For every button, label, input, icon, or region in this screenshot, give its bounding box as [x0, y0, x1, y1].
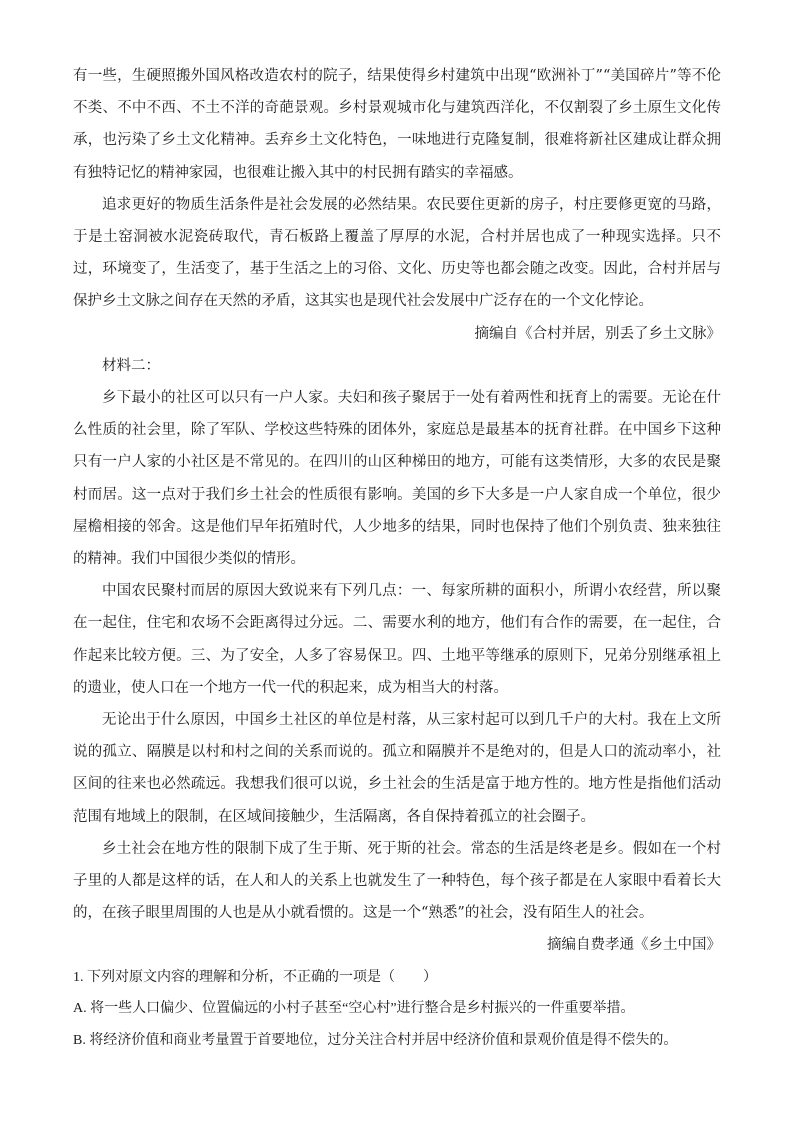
material2-source: 摘编自费孝通《乡土中国》: [547, 937, 721, 954]
material2-paragraph-2: 中国农民聚村而居的原因大致说来有下列几点：一、每家所耕的面积小，所谓小农经营，所以聚在一起住，住宅和农场不会距离得过分远。二、需要水利的地方，他们有合作的需要，在一起住，合作起来比较方便。三、为了安全，人多了容易保卫。四、土地平等继承的原则下，兄弟分别继承祖上的遗业，使人口在一个地方一代一代的积起来，成为相当大的村落。: [73, 583, 721, 696]
material1-source: 摘编自《合村并居，别丢了乡土文脉》: [474, 325, 721, 342]
material2-paragraph-3: 无论出于什么原因，中国乡土社区的单位是村落，从三家村起可以到几千户的大村。我在上文所说的孤立、隔膜是以村和村之间的关系而说的。孤立和隔膜并不是绝对的，但是人口的流动率小，社区间的往来也必然疏远。我想我们很可以说，乡土社会的生活是富于地方性的。地方性是指他们活动范围有地域上的限制，在区域间接触少，生活隔离，各自保持着孤立的社会圈子。: [73, 712, 721, 825]
material2-heading: 材料二：: [102, 357, 160, 374]
question-1-option-b: B. 将经济价值和商业考量置于首要地位，过分关注合村并居中经济价值和景观价值是得不偿失的。: [73, 1032, 678, 1048]
question-1-stem: 1. 下列对原文内容的理解和分析，不正确的一项是（ ）: [73, 969, 437, 985]
material1-paragraph-1: 有一些，生硬照搬外国风格改造农村的院子，结果使得乡村建筑中出现“欧洲补丁”“美国碎片”等不伦不类、不中不西、不土不洋的奇葩景观。乡村景观城市化与建筑西洋化，不仅割裂了乡土原生文化传承，也污染了乡土文化精神。丢弃乡土文化特色，一味地进行克隆复制，很难将新社区建成让群众拥有独特记忆的精神家园，也很难让搬入其中的村民拥有踏实的幸福感。: [73, 68, 721, 181]
material2-paragraph-1: 乡下最小的社区可以只有一户人家。夫妇和孩子聚居于一处有着两性和抚育上的需要。无论在什么性质的社会里，除了军队、学校这些特殊的团体外，家庭总是最基本的抚育社群。在中国乡下这种只有一户人家的小社区是不常见的。在四川的山区种梯田的地方，可能有这类情形，大多的农民是聚村而居。这一点对于我们乡土社会的性质很有影响。美国的乡下大多是一户人家自成一个单位，很少屋檐相接的邻舍。这是他们早年拓殖时代，人少地多的结果，同时也保持了他们个别负责、独来独往的精神。我们中国很少类似的情形。: [73, 390, 721, 568]
material1-paragraph-2: 追求更好的物质生活条件是社会发展的必然结果。农民要住更新的房子，村庄要修更宽的马路，于是土窑洞被水泥瓷砖取代，青石板路上覆盖了厚厚的水泥，合村并居也成了一种现实选择。只不过，环境变了，生活变了，基于生活之上的习俗、文化、历史等也都会随之改变。因此，合村并居与保护乡土文脉之间存在天然的矛盾，这其实也是现代社会发展中广泛存在的一个文化悖论。: [73, 196, 721, 310]
question-1-option-a: A. 将一些人口偏少、位置偏远的小村子甚至“空心村”进行整合是乡村振兴的一件重要举措。: [73, 1001, 635, 1017]
material2-paragraph-4: 乡土社会在地方性的限制下成了生于斯、死于斯的社会。常态的生活是终老是乡。假如在一个村子里的人都是这样的话，在人和人的关系上也就发生了一种特色，每个孩子都是在人家眼中看着长大的，在孩子眼里周围的人也是从小就看惯的。这是一个“熟悉”的社会，没有陌生人的社会。: [73, 840, 721, 922]
